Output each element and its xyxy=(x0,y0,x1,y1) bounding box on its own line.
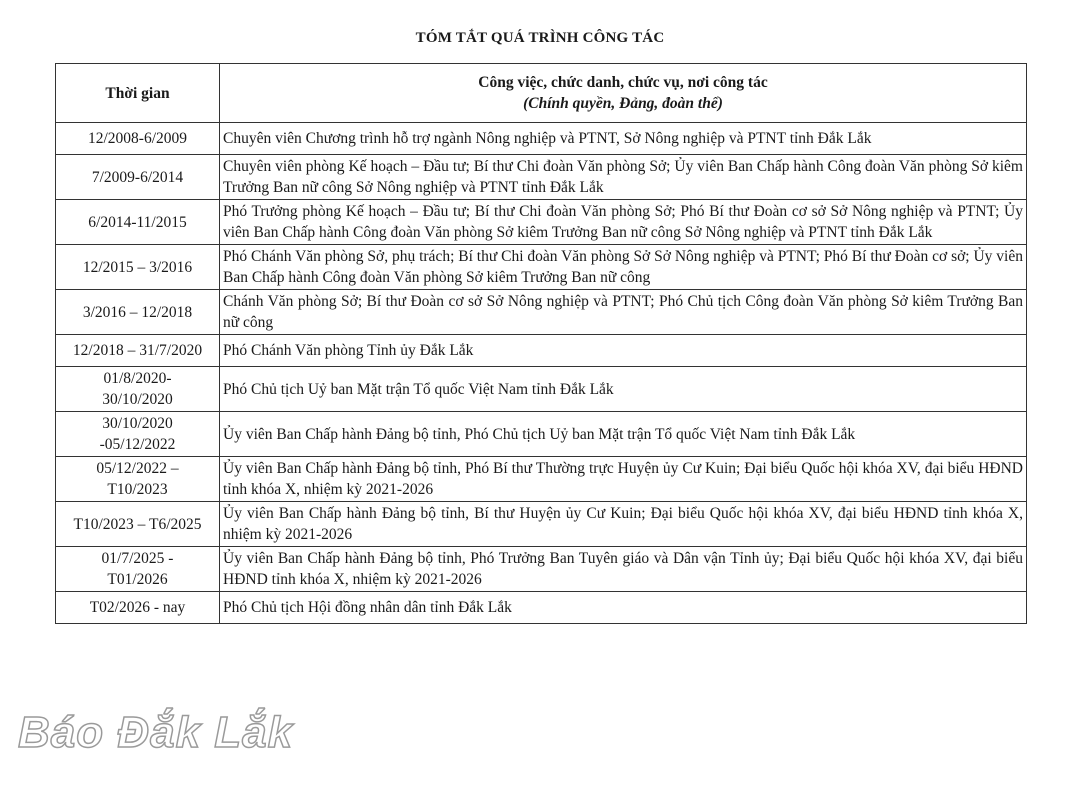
row-time: 12/2008-6/2009 xyxy=(56,123,220,155)
row-time: 01/7/2025 - T01/2026 xyxy=(56,547,220,592)
header-work-title: Công việc, chức danh, chức vụ, nơi công tác xyxy=(478,74,768,91)
row-description: Chuyên viên Chương trình hỗ trợ ngành Nông nghiệp và PTNT, Sở Nông nghiệp và PTNT tỉnh Đắk Lắk xyxy=(220,123,1027,155)
row-description: Ủy viên Ban Chấp hành Đảng bộ tỉnh, Phó Bí thư Thường trực Huyện ủy Cư Kuin; Đại biểu Quốc hội khóa XV, đại biểu HĐND tỉnh khóa X, nhiệm kỳ 2021-2026 xyxy=(220,457,1027,502)
row-description: Phó Chánh Văn phòng Sở, phụ trách; Bí thư Chi đoàn Văn phòng Sở Sở Nông nghiệp và PTNT; Phó Bí thư Đoàn cơ sở; Ủy viên Ban Chấp hành Công đoàn Văn phòng Sở kiêm Trưởng Ban nữ công xyxy=(220,245,1027,290)
row-time: 12/2018 – 31/7/2020 xyxy=(56,335,220,367)
table-row xyxy=(56,155,1027,200)
table-row xyxy=(56,547,1027,592)
row-time: T02/2026 - nay xyxy=(56,592,220,624)
row-time: 01/8/2020- 30/10/2020 xyxy=(56,367,220,412)
row-time: 3/2016 – 12/2018 xyxy=(56,290,220,335)
table-row xyxy=(56,502,1027,547)
row-time: 05/12/2022 – T10/2023 xyxy=(56,457,220,502)
table-row xyxy=(56,412,1027,457)
table-row xyxy=(56,245,1027,290)
row-time: 6/2014-11/2015 xyxy=(56,200,220,245)
header-work-subtitle: (Chính quyền, Đảng, đoàn thể) xyxy=(523,95,723,112)
row-description: Phó Trưởng phòng Kế hoạch – Đầu tư; Bí thư Chi đoàn Văn phòng Sở; Phó Bí thư Đoàn cơ sở Sở Nông nghiệp và PTNT; Ủy viên Ban Chấp hành Công đoàn Văn phòng Sở kiêm Trưởng Ban nữ công Sở Nông nghiệp và PTNT tỉnh Đắk Lắk xyxy=(220,200,1027,245)
watermark-logo: Báo Đắk Lắk xyxy=(18,708,294,757)
table-row xyxy=(56,335,1027,367)
row-description: Ủy viên Ban Chấp hành Đảng bộ tỉnh, Phó Chủ tịch Uỷ ban Mặt trận Tổ quốc Việt Nam tỉnh Đắk Lắk xyxy=(220,412,1027,457)
row-description: Phó Chủ tịch Uỷ ban Mặt trận Tổ quốc Việt Nam tỉnh Đắk Lắk xyxy=(220,367,1027,412)
row-description: Chánh Văn phòng Sở; Bí thư Đoàn cơ sở Sở Nông nghiệp và PTNT; Phó Chủ tịch Công đoàn Văn phòng Sở kiêm Trưởng Ban nữ công xyxy=(220,290,1027,335)
header-time: Thời gian xyxy=(56,64,220,123)
row-time: 12/2015 – 3/2016 xyxy=(56,245,220,290)
row-description: Ủy viên Ban Chấp hành Đảng bộ tỉnh, Bí thư Huyện ủy Cư Kuin; Đại biểu Quốc hội khóa XV, đại biểu HĐND tỉnh khóa X, nhiệm kỳ 2021-2026 xyxy=(220,502,1027,547)
table-row xyxy=(56,123,1027,155)
row-description: Phó Chủ tịch Hội đồng nhân dân tỉnh Đắk Lắk xyxy=(220,592,1027,624)
career-summary-table xyxy=(55,63,1027,624)
table-row xyxy=(56,592,1027,624)
row-time: 7/2009-6/2014 xyxy=(56,155,220,200)
row-time: T10/2023 – T6/2025 xyxy=(56,502,220,547)
table-row xyxy=(56,200,1027,245)
document-title: TÓM TẮT QUÁ TRÌNH CÔNG TÁC xyxy=(415,30,665,46)
row-description: Ủy viên Ban Chấp hành Đảng bộ tỉnh, Phó Trưởng Ban Tuyên giáo và Dân vận Tỉnh ủy; Đại biểu Quốc hội khóa XV, đại biểu HĐND tỉnh khóa X, nhiệm kỳ 2021-2026 xyxy=(220,547,1027,592)
row-description: Phó Chánh Văn phòng Tỉnh ủy Đắk Lắk xyxy=(220,335,1027,367)
table-row xyxy=(56,457,1027,502)
table-header-row xyxy=(56,64,1027,123)
table-row xyxy=(56,367,1027,412)
row-time: 30/10/2020 -05/12/2022 xyxy=(56,412,220,457)
header-work xyxy=(220,64,1027,123)
table-row xyxy=(56,290,1027,335)
row-description: Chuyên viên phòng Kế hoạch – Đầu tư; Bí thư Chi đoàn Văn phòng Sở; Ủy viên Ban Chấp hành Công đoàn Văn phòng Sở kiêm Trưởng Ban nữ công Sở Nông nghiệp và PTNT tỉnh Đắk Lắk xyxy=(220,155,1027,200)
